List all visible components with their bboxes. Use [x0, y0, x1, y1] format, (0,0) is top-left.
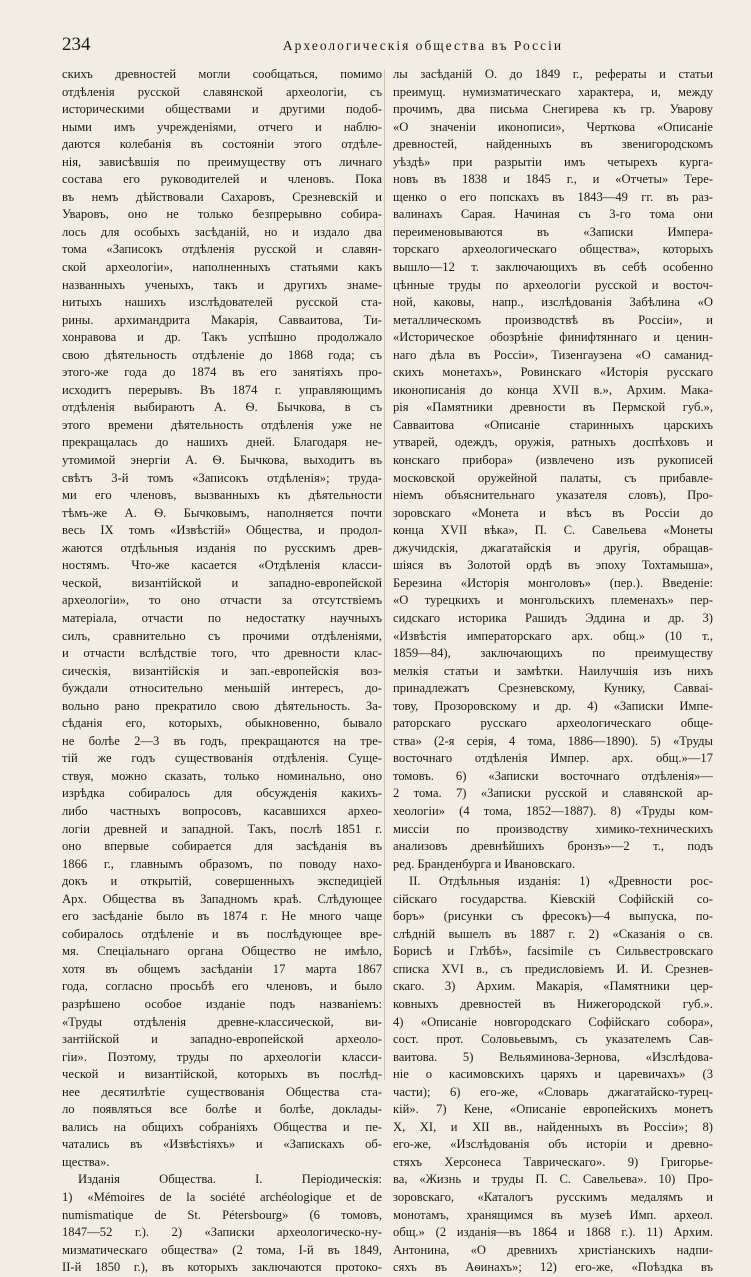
text-line: «О турецкихъ и монгольскихъ племенахъ» пер- — [393, 593, 713, 608]
text-line: ва, «Жизнь и труды П. С. Савельева». 10) Про- — [393, 1172, 713, 1187]
text-line: вышло—12 т. заключающихъ въ себѣ особенно — [393, 260, 713, 275]
text-line: силъ, сравнительно съ прочими отдѣленіями, — [62, 628, 382, 643]
text-line: вольно рано прекратило свою дѣятельность. За- — [62, 698, 382, 713]
text-line: Савваитова «Описаніе старинныхъ царскихъ — [393, 417, 713, 432]
text-line: собиралось отдѣленіе и въ послѣдующее вре- — [62, 926, 382, 941]
text-line: тій же годъ существованія отдѣленія. Суще- — [62, 751, 382, 766]
text-line: этого-же года до 1874 въ его занятіяхъ про- — [62, 365, 382, 380]
text-line: 1) «Mémoires de la société archéologique et de — [62, 1190, 382, 1204]
text-line: скихъ древностей могли сообщаться, помимо — [62, 67, 382, 81]
text-line: ваитова. 5) Вельяминова-Зернова, «Изслѣдова- — [393, 1049, 713, 1064]
text-line: сическія, византійскія и зап.-европейскія воз- — [62, 663, 382, 678]
text-line: нія, зависѣвшія по преимуществу отъ личнаго — [62, 154, 382, 169]
text-line: древностей, найденныхъ въ звенигородскомъ — [393, 137, 713, 152]
text-line: 2 тома. 7) «Записки русской и славянской ар- — [393, 786, 713, 801]
text-line: 1866 г., главнымъ образомъ, по поводу нахо- — [62, 856, 382, 871]
text-line: ской археологіи», наполненныхъ статьями какъ — [62, 260, 382, 275]
text-line: II. Отдѣльныя изданія: 1) «Древности рос- — [409, 874, 713, 889]
text-line: ностямъ. Что-же касается «Отдѣленія класси- — [62, 558, 382, 573]
left-text-column — [62, 66, 382, 1277]
text-line: зоровскаго, «Каталогъ русскимъ медалямъ и — [393, 1190, 713, 1204]
text-line: лы засѣданій О. до 1849 г., рефераты и статьи — [393, 67, 713, 81]
text-line: торскаго археологическаго общества», которыхъ — [393, 242, 713, 257]
text-line: Березина «Исторія монголовъ» (пер.). Введеніе: — [393, 575, 713, 590]
text-line: тову, Прозоровскому и др. 4) «Записки Импе- — [393, 698, 713, 713]
text-line: хеологіи» (4 тома, 1852—1887). 8) «Труды ком- — [393, 803, 713, 818]
text-line: мя. Спеціальнаго органа Общество не имѣло, — [62, 944, 382, 959]
text-line: его-же, «Изслѣдованія объ исторіи и древно- — [393, 1137, 713, 1152]
text-line: докъ и открытій, совершенныхъ экспедиціей — [62, 874, 382, 889]
text-line: «О значеніи иконописи», Черткова «Описаніе — [393, 119, 713, 134]
text-line: исходитъ перерывъ. Въ 1874 г. управляющимъ — [62, 382, 382, 397]
text-line: свою дѣятельность отдѣленіе до 1868 года; съ — [62, 347, 382, 362]
text-line: скихъ монетахъ», Ровинскаго «Исторія русскаго — [393, 365, 713, 380]
text-line: хотя въ общемъ засѣданіи 17 марта 1867 — [62, 961, 382, 976]
text-line: названныхъ ученыхъ, такъ и другихъ знаме- — [62, 277, 382, 292]
text-line: изрѣдка собиралось для обсужденія какихъ- — [62, 786, 382, 801]
text-line: прочимъ, два письма Снегирева къ гр. Уварову — [393, 102, 713, 117]
text-line: части); 6) его-же, «Словарь джагатайско-турец- — [393, 1084, 713, 1099]
text-line: весь IX томъ «Извѣстій» Общества, и продол- — [62, 523, 382, 538]
text-line: лось для особыхъ засѣданій, но и издало два — [62, 224, 382, 239]
text-line: сидскаго историка Рашидъ Эддина и др. 3) — [393, 610, 713, 625]
text-line: сяхъ въ Аѳинахъ»; 12) его-же, «Поѣздка въ — [393, 1260, 713, 1275]
text-line: ковныхъ древностей въ Нижегородской губ.». — [393, 996, 713, 1011]
text-line: ло появляться все болѣе и болѣе, доклады- — [62, 1102, 382, 1117]
text-line: ніемъ объяснительнаго указателя словъ), Про- — [393, 488, 713, 503]
text-line: мелкія статьи и замѣтки. Наилучшія изъ нихъ — [393, 663, 713, 678]
text-line: жаются отдѣльныя изданія по русскимъ древ- — [62, 540, 382, 555]
text-line: сост. прот. Соловьевымъ, съ указателемъ Сав- — [393, 1032, 713, 1047]
text-line: даются колебанія въ состояніи этого отдѣле- — [62, 137, 382, 152]
text-line: въ немъ дѣйствовали Сахаровъ, Срезневскій и — [62, 189, 382, 204]
text-line: щенко о его попскахъ въ 1843—49 гг. въ раз- — [393, 189, 713, 204]
text-line: нее десятилѣтіе существованія Общества ста- — [62, 1084, 382, 1099]
text-line: «Историческое обозрѣніе финифтяннаго и ценин- — [393, 330, 713, 345]
text-line: монотамъ, хранящимся въ музеѣ Имп. археол. — [393, 1207, 713, 1222]
text-line: либо частныхъ вопросовъ, касавшихся архео- — [62, 803, 382, 818]
text-line: иконописанія до конца XVII в.», Архим. Мака- — [393, 382, 713, 397]
text-line: переименовываются въ «Записки Импера- — [393, 224, 713, 239]
text-line: ной, каковы, напр., изслѣдованія Забѣлина «О — [393, 295, 713, 310]
text-line: 1859—84), заключающихъ по преимуществу — [393, 646, 713, 661]
text-line: матеріала, отчасти по недостатку научныхъ — [62, 610, 382, 625]
text-line: ческой и византійской, которыхъ въ послѣд- — [62, 1067, 382, 1082]
text-line: томовъ. 6) «Записки восточнаго отдѣленія»— — [393, 768, 713, 783]
running-title: Археологическія общества въ Россіи — [282, 38, 564, 53]
text-line: анализовъ древнѣйшихъ бронзъ»—2 т., подъ — [393, 839, 713, 854]
text-line: 4) «Описаніе новгородскаго Софійскаго собора», — [393, 1014, 713, 1029]
text-line: ными имъ учрежденіями, отчего и наблю- — [62, 119, 382, 134]
text-line: конскаго прибора» (извлечено изъ рукописей — [393, 453, 713, 468]
text-line: хонравова и др. Такъ успѣшно продолжало — [62, 330, 382, 345]
text-line: наго дѣла въ Россіи», Тизенгаузена «О саманид- — [393, 347, 713, 362]
text-line: уѣздѣ» при разрытіи имъ четырехъ курга- — [393, 154, 713, 169]
text-line: «Извѣстія императорскаго арх. общ.» (10 т., — [393, 628, 713, 643]
text-line: буждали относительно меньшій интересъ, до- — [62, 681, 382, 696]
text-line: кій». 7) Кене, «Описаніе европейскихъ монетъ — [393, 1102, 713, 1117]
text-line: «Труды отдѣленія древне-классической, ви- — [62, 1014, 382, 1029]
text-line: конца XVII вѣка», П. С. Савельева «Монеты — [393, 523, 713, 538]
text-line: стяхъ Херсонеса Таврическаго». 9) Григорье- — [393, 1154, 713, 1169]
text-line: преимущ. нумизматическаго характера, и, между — [393, 84, 713, 99]
text-line: сѣданія его, которыхъ, обыкновенно, бывало — [62, 716, 382, 731]
text-line: Уваровъ, оно не только безпрерывно собира- — [62, 207, 382, 222]
text-line: новъ въ 1838 и 1845 г., и «Отчеты» Тере- — [393, 172, 713, 187]
text-line: 1847—52 г.). 2) «Записки археологическо-ну- — [62, 1225, 382, 1240]
column-divider — [384, 70, 385, 1080]
text-line: логіи древней и западной. Такъ, послѣ 1851 г. — [62, 821, 382, 836]
text-line: историческими обществами и другими подоб- — [62, 102, 382, 117]
text-line: нитыхъ нашихъ изслѣдователей русской ста- — [62, 295, 382, 310]
text-line: миссіи по производству химико-техническихъ — [393, 821, 713, 836]
text-line: свѣтъ 3-й томъ «Записокъ отдѣленія»; труда- — [62, 470, 382, 485]
text-line: ІІ-й 1850 г.), въ которыхъ заключаются протоко- — [62, 1260, 382, 1275]
text-line: валинахъ Сарая. Начиная съ 3-го тома они — [393, 207, 713, 222]
text-line: его засѣданіе было въ 1874 г. Не много чаще — [62, 909, 382, 924]
text-line: numismatique de St. Pétersbourg» (6 томовъ, — [62, 1207, 382, 1222]
text-line: тома «Записокъ отдѣленія русской и славян- — [62, 242, 382, 257]
text-line: ческой, византійской и западно-европейской — [62, 575, 382, 590]
text-line: скаго. 3) Архим. Макарія, «Памятники цер- — [393, 979, 713, 994]
text-line: ми его членовъ, вызванныхъ къ дѣятельности — [62, 488, 382, 503]
text-line: утомимой энергіи А. Ѳ. Бычкова, выходитъ въ — [62, 453, 382, 468]
page-header — [62, 34, 714, 60]
text-line: джучидскія, джагатайскія и другія, обращав- — [393, 540, 713, 555]
text-line: восточнаго отдѣленія Импер. арх. общ.»—17 — [393, 751, 713, 766]
text-line: боръ» (рисунки съ фресокъ)—4 выпуска, по- — [393, 909, 713, 924]
text-line: мизматическаго общества» (2 тома, І-й въ 1849, — [62, 1242, 382, 1257]
text-line: Борисѣ и Глѣбѣ», facsimile съ Сильвестровскаго — [393, 944, 713, 959]
text-line: раторскаго русскаго археологическаго обще- — [393, 716, 713, 731]
text-line: ніе о касимовскихъ царяхъ и царевичахъ» (3 — [393, 1067, 713, 1082]
text-line: археологіи», то оно отчасти за отсутствіемъ — [62, 593, 382, 608]
text-line: общ.» (2 изданія—въ 1864 и 1868 г.). 11) Архим. — [393, 1225, 713, 1240]
text-line: ства» (2-я серія, 4 тома, 1886—1890). 5) «Труды — [393, 733, 713, 748]
text-line: гіи». Поэтому, труды по археологіи класси- — [62, 1049, 382, 1064]
text-line: отдѣленія выбираютъ А. Ѳ. Бычкова, в съ — [62, 400, 382, 415]
text-line: вались на общихъ собраніяхъ Общества и пе- — [62, 1119, 382, 1134]
text-line: и отчасти вслѣдствіе того, что древности клас- — [62, 646, 382, 661]
text-line: разрѣшено особое изданіе подъ названіемъ: — [62, 996, 382, 1011]
text-line: Арх. Общества въ Западномъ краѣ. Слѣдующее — [62, 891, 382, 906]
text-line: тѣмъ-же А. Ѳ. Бычковымъ, наполняется почти — [62, 505, 382, 520]
text-line: прекращалась до нашихъ дней. Благодаря не- — [62, 435, 382, 450]
text-line: сійскаго государства. Кіевскій Софійскій со- — [393, 891, 713, 906]
text-line: щества». — [62, 1154, 110, 1169]
text-line: цѣнные труды по археологіи русской и восточ- — [393, 277, 713, 292]
text-line: года, согласно просьбѣ его членовъ, и было — [62, 979, 382, 994]
text-line: Антонина, «О древнихъ христіанскихъ надпи- — [393, 1242, 713, 1257]
text-line: чатались въ «Извѣстіяхъ» и «Запискахъ об- — [62, 1137, 382, 1152]
text-line: утварей, одеждъ, оружія, ратныхъ доспѣховъ и — [393, 435, 713, 450]
page-number: 234 — [62, 34, 91, 55]
text-line: шіяся въ Золотой ордѣ въ эпоху Тохтамыша», — [393, 558, 713, 573]
right-text-column — [393, 66, 713, 1277]
text-line: этого времени дѣятельность отдѣленія уже не — [62, 417, 382, 432]
text-line: состава его руководителей и членовъ. Пока — [62, 172, 382, 187]
text-line: отдѣленія русской славянской археологіи, съ — [62, 84, 382, 99]
text-line: московской оружейной палаты, съ прибавле- — [393, 470, 713, 485]
text-line: металлическомъ производствѣ въ Россіи», и — [393, 312, 713, 327]
text-line: ствуя, можно сказать, только номинально, оно — [62, 768, 382, 783]
text-line: зантійской и западно-европейской археоло- — [62, 1032, 382, 1047]
text-line: рины. архимандрита Макарія, Савваитова, Ти- — [62, 312, 382, 327]
text-line: зоровскаго «Монета и вѣсъ въ Россіи до — [393, 505, 713, 520]
text-line: слѣдній вышелъ въ 1887 г. 2) «Сказанія о св. — [393, 926, 713, 941]
text-line: принадлежатъ Срезневскому, Кунику, Саввai- — [393, 681, 713, 696]
text-line: ред. Бранденбурга и Ивановскаго. — [393, 856, 576, 871]
text-line: Изданія Общества. I. Періодическія: — [78, 1172, 382, 1187]
text-line: не болѣе 2—3 въ годъ, прекращаются на тре- — [62, 733, 382, 748]
text-line: X, XI, и XII вв., найденныхъ въ Россіи»; 8) — [393, 1119, 713, 1134]
text-line: списка XVI в., съ предисловіемъ И. И. Срезнев- — [393, 961, 713, 976]
text-line: оно впервые собирается для засѣданія въ — [62, 839, 382, 854]
text-line: рія «Памятники древности въ Пермской губ.», — [393, 400, 713, 415]
